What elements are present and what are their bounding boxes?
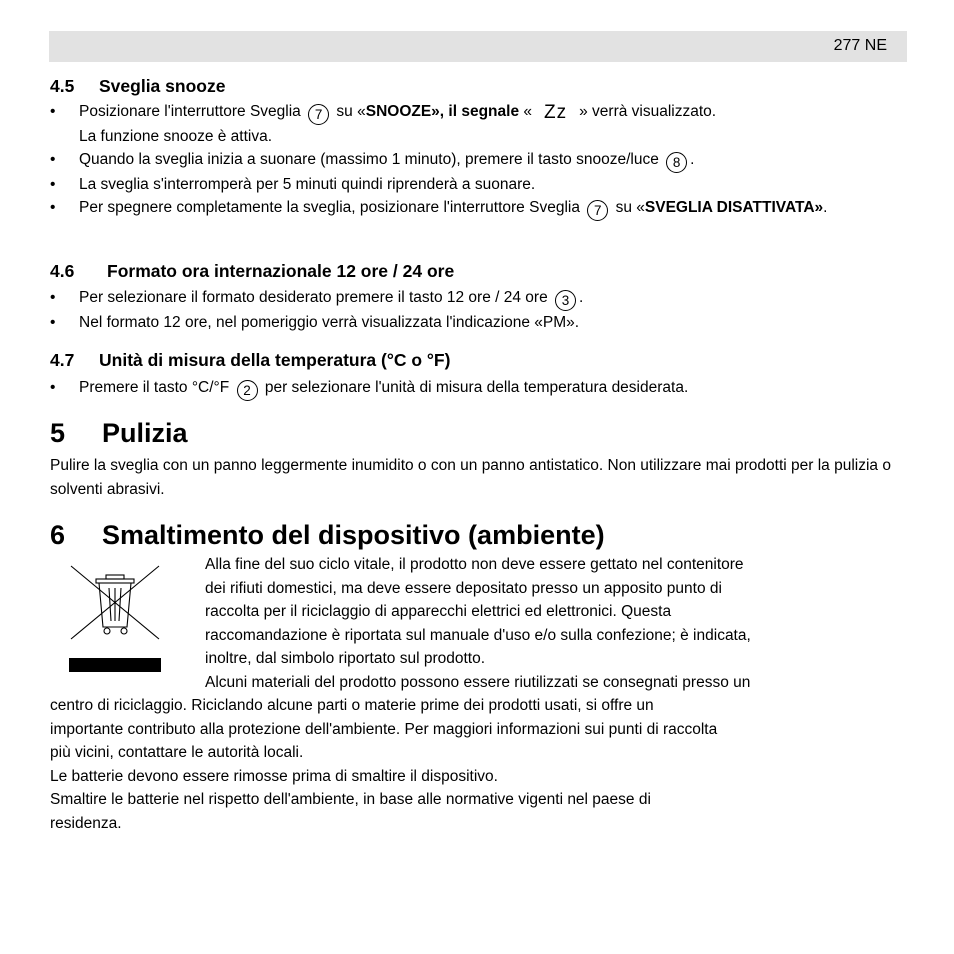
text-line: più vicini, contattare le autorità locali. bbox=[50, 744, 304, 761]
text-line: dei rifiuti domestici, ma deve essere depositato presso un apposito punto di bbox=[205, 579, 722, 597]
bold-text: SVEGLIA DISATTIVATA» bbox=[644, 199, 824, 216]
text: Posizionare l'interruttore Sveglia bbox=[79, 103, 301, 120]
list-item bbox=[50, 196, 910, 221]
list-item bbox=[50, 100, 910, 148]
text-line: Smaltire le batterie nel rispetto dell'ambiente, in base alle normative vigenti nel paese di bbox=[50, 791, 651, 808]
control-8-icon: 8 bbox=[666, 152, 687, 173]
text: su « bbox=[615, 199, 645, 216]
list-item bbox=[50, 286, 910, 311]
list-item bbox=[50, 376, 910, 401]
text: . bbox=[690, 151, 695, 168]
section-number: 4.5 bbox=[50, 76, 75, 96]
text: Per spegnere completamente la sveglia, posizionare l'interruttore Sveglia bbox=[79, 199, 580, 216]
control-2-icon: 2 bbox=[237, 380, 258, 401]
section-title: Sveglia snooze bbox=[99, 76, 226, 96]
list-item: • La sveglia s'interromperà per 5 minuti quindi riprenderà a suonare. bbox=[50, 173, 910, 196]
section-title: Smaltimento del dispositivo (ambiente) bbox=[102, 520, 605, 550]
control-3-icon: 3 bbox=[555, 290, 576, 311]
text-line: Le batterie devono essere rimosse prima di smaltire il dispositivo. bbox=[50, 767, 498, 785]
bold-text: SNOOZE», il segnale bbox=[365, 103, 520, 120]
text: su « bbox=[336, 103, 366, 120]
text-line: residenza. bbox=[50, 814, 122, 832]
list-item bbox=[50, 148, 910, 173]
list-4-6 bbox=[50, 286, 910, 334]
text: . bbox=[579, 289, 584, 306]
text: La funzione snooze è attiva. bbox=[79, 128, 273, 145]
text-line: importante contributo alla protezione dell'ambiente. Per maggiori informazioni sui punti di raccolta bbox=[50, 720, 718, 738]
section-number: 4.6 bbox=[50, 261, 75, 281]
heading-4-7 bbox=[50, 350, 450, 371]
text: Quando la sveglia inizia a suonare (massimo 1 minuto), premere il tasto snooze/luce bbox=[79, 151, 659, 168]
page-number: 277 NE bbox=[833, 37, 887, 54]
text-line: Alla fine del suo ciclo vitale, il prodotto non deve essere gettato nel contenitore bbox=[205, 556, 744, 573]
snooze-zz-icon: Zz bbox=[544, 102, 568, 123]
list-4-5 bbox=[50, 100, 910, 221]
text: . bbox=[823, 199, 828, 216]
heading-5 bbox=[50, 418, 188, 449]
text-line: raccomandazione è riportata sul manuale d'uso e/o sulla confezione; è indicata, bbox=[205, 626, 751, 644]
text: per selezionare l'unità di misura della temperatura desiderata. bbox=[264, 379, 689, 396]
page-header-bar bbox=[49, 31, 907, 62]
text-line: centro di riciclaggio. Riciclando alcune parti o materie prime dei prodotti usati, si offre un bbox=[50, 697, 654, 714]
control-7-icon: 7 bbox=[587, 200, 608, 221]
section-number: 5 bbox=[50, 418, 66, 448]
text-line: Alcuni materiali del prodotto possono essere riutilizzati se consegnati presso un bbox=[205, 673, 751, 691]
section-number: 6 bbox=[50, 520, 66, 550]
heading-4-5 bbox=[50, 76, 225, 97]
section-title: Formato ora internazionale 12 ore / 24 ore bbox=[107, 261, 455, 281]
section-number: 4.7 bbox=[50, 350, 75, 370]
text: Per selezionare il formato desiderato premere il tasto 12 ore / 24 ore bbox=[79, 289, 548, 306]
disposal-text bbox=[50, 553, 910, 835]
text-line: raccolta per il riciclaggio di apparecchi elettrici ed elettronici. Questa bbox=[205, 603, 672, 620]
text: Premere il tasto °C/°F bbox=[79, 379, 230, 396]
text-line: inoltre, dal simbolo riportato sul prodotto. bbox=[205, 650, 486, 667]
heading-6 bbox=[50, 520, 605, 551]
list-4-7 bbox=[50, 376, 910, 401]
text: « bbox=[523, 103, 532, 120]
text: » verrà visualizzato. bbox=[579, 103, 717, 120]
section-title: Pulizia bbox=[102, 418, 188, 448]
list-item: • Nel formato 12 ore, nel pomeriggio verrà visualizzata l'indicazione «PM». bbox=[50, 311, 910, 334]
control-7-icon: 7 bbox=[308, 104, 329, 125]
cleaning-paragraph: Pulire la sveglia con un panno leggermente inumidito o con un panno antistatico. Non utilizzare mai prodotti per la pulizia o solventi abrasivi. bbox=[50, 457, 891, 498]
heading-4-6 bbox=[50, 261, 454, 282]
section-title: Unità di misura della temperatura (°C o °F) bbox=[99, 350, 451, 370]
